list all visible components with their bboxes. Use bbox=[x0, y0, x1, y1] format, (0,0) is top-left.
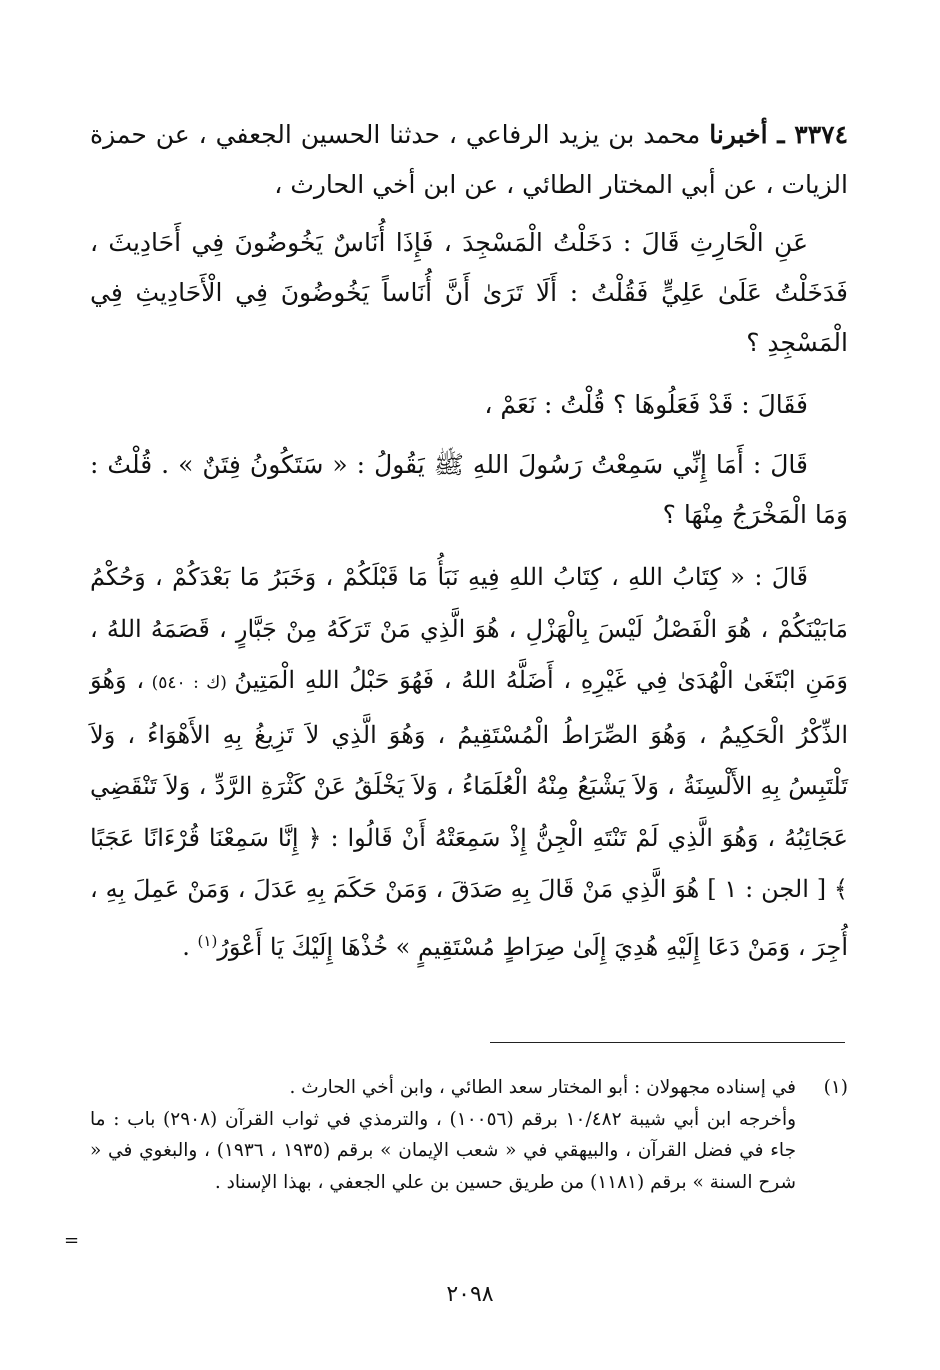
footnote-body bbox=[90, 1072, 796, 1198]
matn-paragraph-4 bbox=[90, 552, 848, 973]
matn-paragraph-4-end: . bbox=[182, 932, 198, 961]
footnote-reference: (١) bbox=[197, 931, 218, 950]
isnad-lead-word: أخبرنا bbox=[709, 120, 768, 149]
footnote-separator bbox=[490, 1042, 845, 1043]
matn-paragraph-3: قَالَ : أَمَا إِنِّي سَمِعْتُ رَسُولَ اللهِ ﷺ يَقُولُ : « سَتَكُونُ فِتَنٌ » . قُلْتُ : وَمَا الْمَخْرَجُ مِنْهَا ؟ bbox=[90, 450, 848, 529]
matn-paragraph-4-part-b: ، وَهُوَ الذِّكْرُ الْحَكِيمُ ، وَهُوَ الصِّرَاطُ الْمُسْتَقِيمُ ، وَهُوَ الَّذِي لاَ تَزِيغُ بِهِ الأَهْوَاءُ ، وَلاَ تَلْتَبِسُ بِهِ الأَلْسِنَةُ ، وَلاَ يَشْبَعُ مِنْهُ الْعُلَمَاءُ ، وَلاَ يَخْلَقُ عَنْ كَثْرَةِ الرَّدِّ ، وَلاَ تَنْقَضِي عَجَائِبُهُ ، وَهُوَ الَّذِي لَمْ تَنْتَهِ الْجِنُّ إِذْ سَمِعَتْهُ أَنْ قَالُوا : ﴿ إِنَّا سَمِعْنَا قُرْءَانًا عَجَبًا ﴾ [ الجن : ١ ] هُوَ الَّذِي مَنْ قَالَ بِهِ صَدَقَ ، وَمَنْ حَكَمَ بِهِ عَدَلَ ، وَمَنْ عَمِلَ بِهِ ، أُجِرَ ، وَمَنْ دَعَا إِلَيْهِ هُدِيَ إِلَىٰ صِرَاطٍ مُسْتَقِيمٍ » خُذْهَا إِلَيْكَ يَا أَعْوَرُ bbox=[90, 666, 848, 961]
footnote-1 bbox=[90, 1072, 848, 1198]
page-number: ٢٠٩٨ bbox=[446, 1282, 494, 1307]
footnotes bbox=[90, 1072, 848, 1198]
matn-paragraph-1: عَنِ الْحَارِثِ قَالَ : دَخَلْتُ الْمَسْجِدَ ، فَإِذَا أُنَاسٌ يَخُوضُونَ فِي أَحَادِيثَ ، فَدَخَلْتُ عَلَىٰ عَلِيٍّ فَقُلْتُ : أَلَا تَرَىٰ أَنَّ أُنَاساً يَخُوضُونَ فِي الْأَحَادِيثِ فِي الْمَسْجِدِ ؟ bbox=[90, 228, 848, 357]
footnote-line-1: في إسناده مجهولان : أبو المختار سعد الطائي ، وابن أخي الحارث . bbox=[289, 1077, 796, 1098]
isnad-chain: محمد بن يزيد الرفاعي ، حدثنا الحسين الجعفي ، عن حمزة الزيات ، عن أبي المختار الطائي ، عن ابن أخي الحارث ، bbox=[90, 120, 848, 199]
matn-paragraph-2: فَقَالَ : قَدْ فَعَلُوهَا ؟ قُلْتُ : نَعَمْ ، bbox=[484, 390, 808, 419]
footnote-line-2: وأخرجه ابن أبي شيبة ١٠/٤٨٢ برقم (١٠٠٥٦) ، والترمذي في ثواب القرآن (٢٩٠٨) باب : ما جاء في فضل القرآن ، والبيهقي في « شعب الإيمان » برقم (١٩٣٥ ، ١٩٣٦) ، والبغوي في « شرح السنة » برقم (١١٨١) من طريق حسين بن علي الجعفي ، بهذا الإسناد . bbox=[90, 1108, 797, 1193]
hadith-number: ٣٣٧٤ bbox=[794, 120, 848, 149]
matn-paragraph-4-part-a: قَالَ : « كِتَابُ اللهِ ، كِتَابُ اللهِ فِيهِ نَبَأُ مَا قَبْلَكُمْ ، وَخَبَرُ مَا بَعْدَكُمْ ، وَحُكْمُ مَابَيْنَكُمْ ، هُوَ الْفَصْلُ لَيْسَ بِالْهَزْلِ ، هُوَ الَّذِي مَنْ تَرَكَهُ مِنْ جَبَّارٍ ، قَصَمَهُ اللهُ ، وَمَنِ ابْتَغَىٰ الْهُدَىٰ فِي غَيْرِهِ ، أَضَلَّهُ اللهُ ، فَهُوَ حَبْلُ اللهِ الْمَتِينُ bbox=[90, 563, 848, 694]
footnote-marker: (١) bbox=[823, 1077, 848, 1098]
manuscript-reference: (ك : ٥٤٠) bbox=[144, 673, 235, 693]
hadith-dash: ـ bbox=[767, 120, 795, 149]
hadith-isnad bbox=[90, 110, 848, 210]
continued-mark: = bbox=[64, 1230, 80, 1251]
